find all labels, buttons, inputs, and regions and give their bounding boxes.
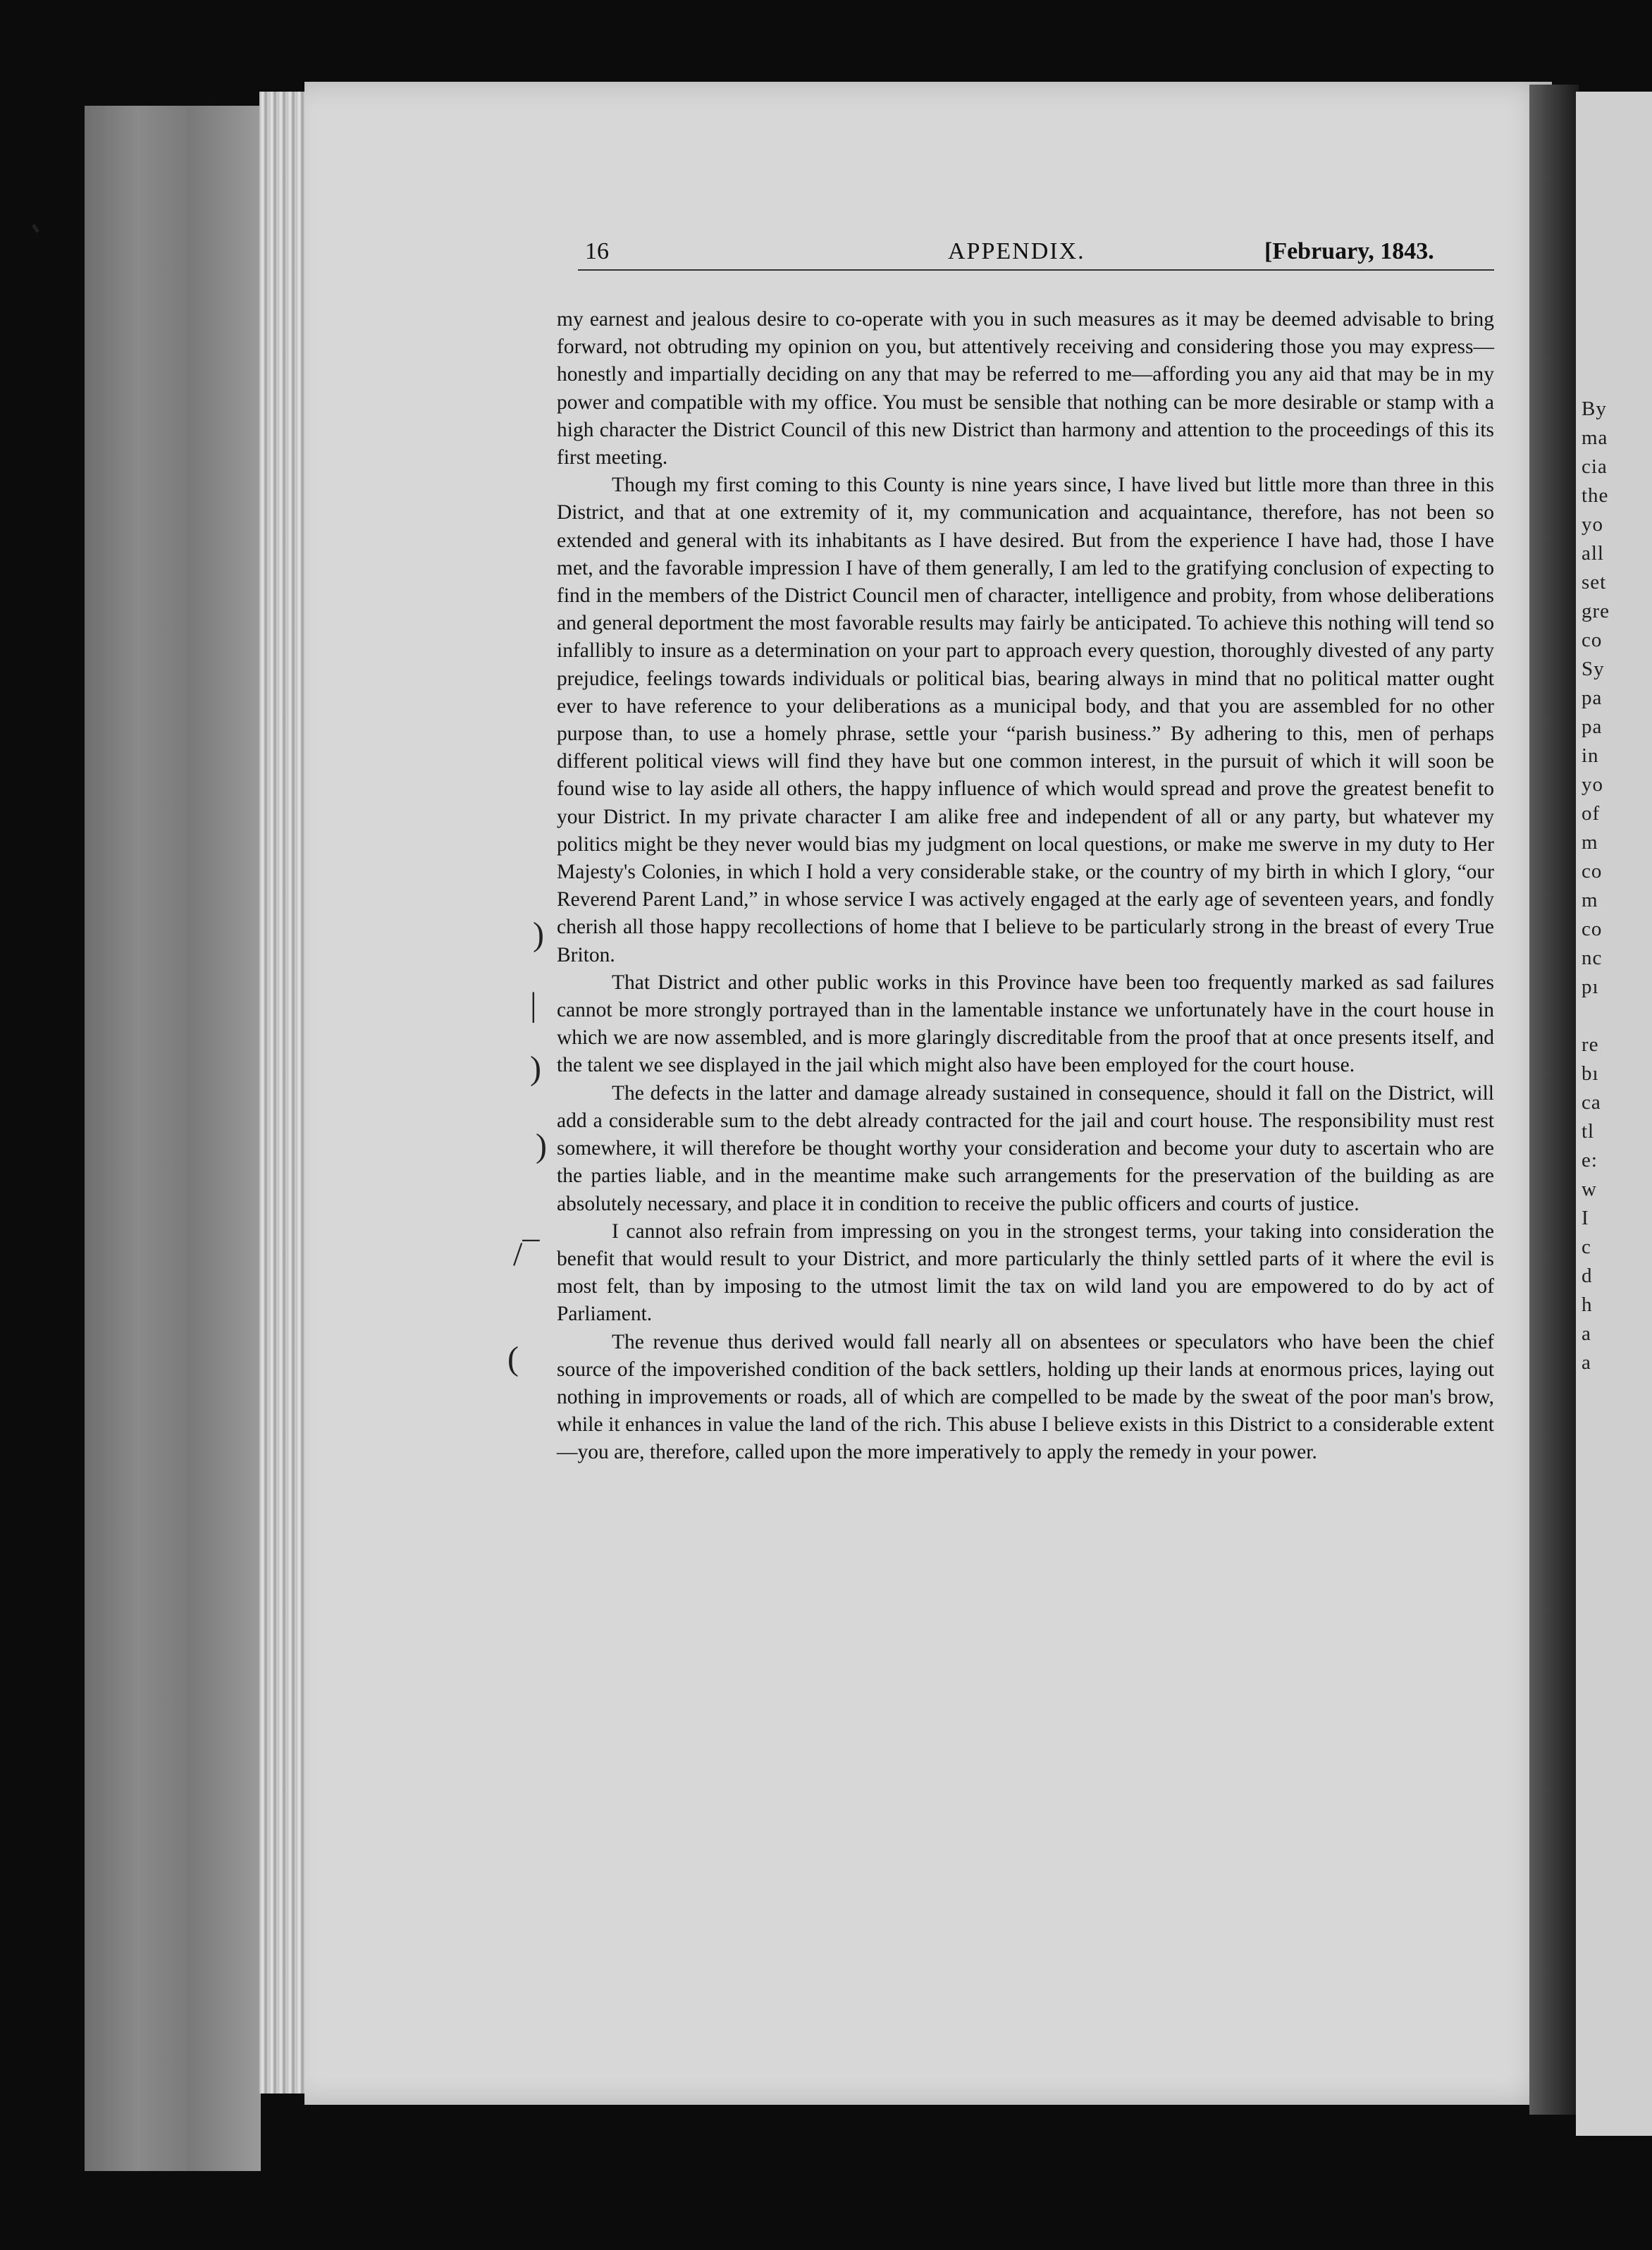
margin-bracket-mark: ) <box>533 916 544 953</box>
adjacent-line-fragment: gre <box>1582 600 1610 622</box>
margin-bracket-mark: | <box>530 986 537 1023</box>
gutter-shadow <box>1529 85 1579 2115</box>
adjacent-line-fragment: co <box>1582 629 1603 651</box>
adjacent-line-fragment <box>1582 1002 1610 1031</box>
body-text <box>557 306 1494 1467</box>
adjacent-line-fragment: yo <box>1582 513 1603 536</box>
adjacent-line-fragment: yo <box>1582 773 1603 796</box>
adjacent-line-fragment: pa <box>1582 687 1603 709</box>
adjacent-line-fragment: d <box>1582 1265 1593 1287</box>
adjacent-line-fragment: cia <box>1582 455 1608 478</box>
paragraph: my earnest and jealous desire to co-operate with you in such measures as it may be deemed advisable to bring forward, not obtruding my opinion on you, but attentively receiving and considering those you may express—honestly and impartially deciding on any that may be referred to me—affording you any aid that may be in my power and compatible with my office. You must be sensible that nothing can be more desirable or stamp with a high character the District Council of this new District than harmony and attention to the proceedings of this its first meeting. <box>557 308 1494 469</box>
adjacent-line-fragment: m <box>1582 831 1598 854</box>
adjacent-line-fragment: w <box>1582 1178 1597 1200</box>
adjacent-page-fragments <box>1582 395 1610 1377</box>
header-rule <box>578 269 1494 271</box>
adjacent-line-fragment: co <box>1582 918 1603 940</box>
adjacent-line-fragment: ca <box>1582 1091 1601 1114</box>
adjacent-line-fragment: bı <box>1582 1062 1599 1085</box>
adjacent-line-fragment: By <box>1582 398 1607 420</box>
paragraph: Though my first coming to this County is nine years since, I have lived but little more than three in this District, and that at one extremity of it, my communication and acquaintance, therefore, has not been so extended and general with its inhabitants as I have desired. But from the experience I have had, those I have met, and the favorable impression I have of them generally, I am led to the gratifying conclusion of expecting to find in the members of the District Council men of character, intelligence and probity, from whose deliberations and general deportment the most favorable results may fairly be anticipated. To achieve this nothing will tend so infallibly to insure as a determination on your part to approach every question, thoroughly divested of any party prejudice, feelings towards individuals or political bias, bearing always in mind that no political matter ought ever to have reference to your deliberations as a municipal body, and that you are assembled for no other purpose than, to use a homely phrase, settle your “parish business.” By adhering to this, men of perhaps different political views will find they have but one common interest, in the pursuit of which it will soon be found wise to lay aside all others, the happy influence of which would spread and prove the greatest benefit to your District. In my private character I am alike free and independent of all or any party, but whatever my politics might be they never would bias my judgment on local questions, or make me swerve in my duty to Her Majesty's Colonies, in which I hold a very considerable stake, or the country of my birth in which I glory, “our Reverend Parent Land,” in whose service I was actively engaged at the early age of seventeen years, and fondly cherish all those happy recollections of home that I believe to be particularly strong in the breast of every True Briton. <box>557 474 1494 966</box>
running-header <box>585 238 1494 268</box>
header-title: APPENDIX. <box>948 238 1085 264</box>
paragraph: I cannot also refrain from impressing on you in the strongest terms, your taking into consideration the benefit that would result to your District, and more particularly the thinly settled parts of it where the evil is most felt, than by imposing to the utmost limit the tax on wild land you are empowered to do by act of Parliament. <box>557 1219 1494 1326</box>
adjacent-line-fragment: h <box>1582 1293 1593 1316</box>
header-date: [February, 1843. <box>1264 238 1434 264</box>
page-edges <box>259 92 309 2094</box>
adjacent-line-fragment: pı <box>1582 976 1599 998</box>
stray-mark <box>32 224 39 233</box>
margin-bracket-mark: ) <box>536 1127 547 1164</box>
adjacent-line-fragment: of <box>1582 802 1601 825</box>
page-number: 16 <box>585 238 609 264</box>
adjacent-line-fragment: a <box>1582 1322 1591 1345</box>
margin-dash-mark: /¯ <box>513 1236 540 1273</box>
adjacent-page <box>1576 92 1652 2136</box>
adjacent-line-fragment: co <box>1582 860 1603 883</box>
adjacent-line-fragment: set <box>1582 571 1607 594</box>
adjacent-line-fragment: I <box>1582 1207 1589 1229</box>
adjacent-line-fragment: Sy <box>1582 658 1605 680</box>
margin-bracket-mark: ) <box>530 1050 541 1087</box>
adjacent-line-fragment: nc <box>1582 947 1603 969</box>
adjacent-line-fragment: pa <box>1582 715 1603 738</box>
adjacent-line-fragment: the <box>1582 484 1609 507</box>
adjacent-line-fragment: e: <box>1582 1149 1598 1172</box>
adjacent-line-fragment: m <box>1582 889 1598 911</box>
paragraph: That District and other public works in this Province have been too frequently marked as sad failures cannot be more strongly portrayed than in the lamentable instance we unfortunately have in the court house in which we are now assembled, and is more glaringly discreditable from the proof that at once presents itself, and the talent we see displayed in the jail which might also have been employed for the court house. <box>557 971 1494 1077</box>
adjacent-line-fragment: tl <box>1582 1120 1595 1143</box>
adjacent-line-fragment: ma <box>1582 426 1608 449</box>
scanner-left-shade <box>85 106 261 2171</box>
paragraph: The revenue thus derived would fall nearly all on absentees or speculators who have been the chief source of the impoverished condition of the back settlers, holding up their lands at enormous prices, laying out nothing in improvements or roads, all of which are compelled to be made by the sweat of the poor man's brow, while it enhances in value the land of the rich. This abuse I believe exists in this District to a considerable extent—you are, therefore, called upon the more imperatively to apply the remedy in your power. <box>557 1330 1494 1464</box>
adjacent-line-fragment: all <box>1582 542 1604 565</box>
adjacent-line-fragment: c <box>1582 1236 1591 1258</box>
adjacent-line-fragment: in <box>1582 744 1599 767</box>
paragraph: The defects in the latter and damage already sustained in consequence, should it fall on the District, will add a considerable sum to the debt already contracted for the jail and court house. The responsibility must rest somewhere, it will therefore be thought worthy your consideration and become your duty to ascertain who are the parties liable, and in the meantime make such arrangements for the preservation of the building as are absolutely necessary, and place it in condition to receive the public officers and courts of justice. <box>557 1081 1494 1215</box>
margin-bracket-mark: ( <box>507 1340 519 1377</box>
adjacent-line-fragment: re <box>1582 1033 1599 1056</box>
adjacent-line-fragment: a <box>1582 1351 1591 1374</box>
